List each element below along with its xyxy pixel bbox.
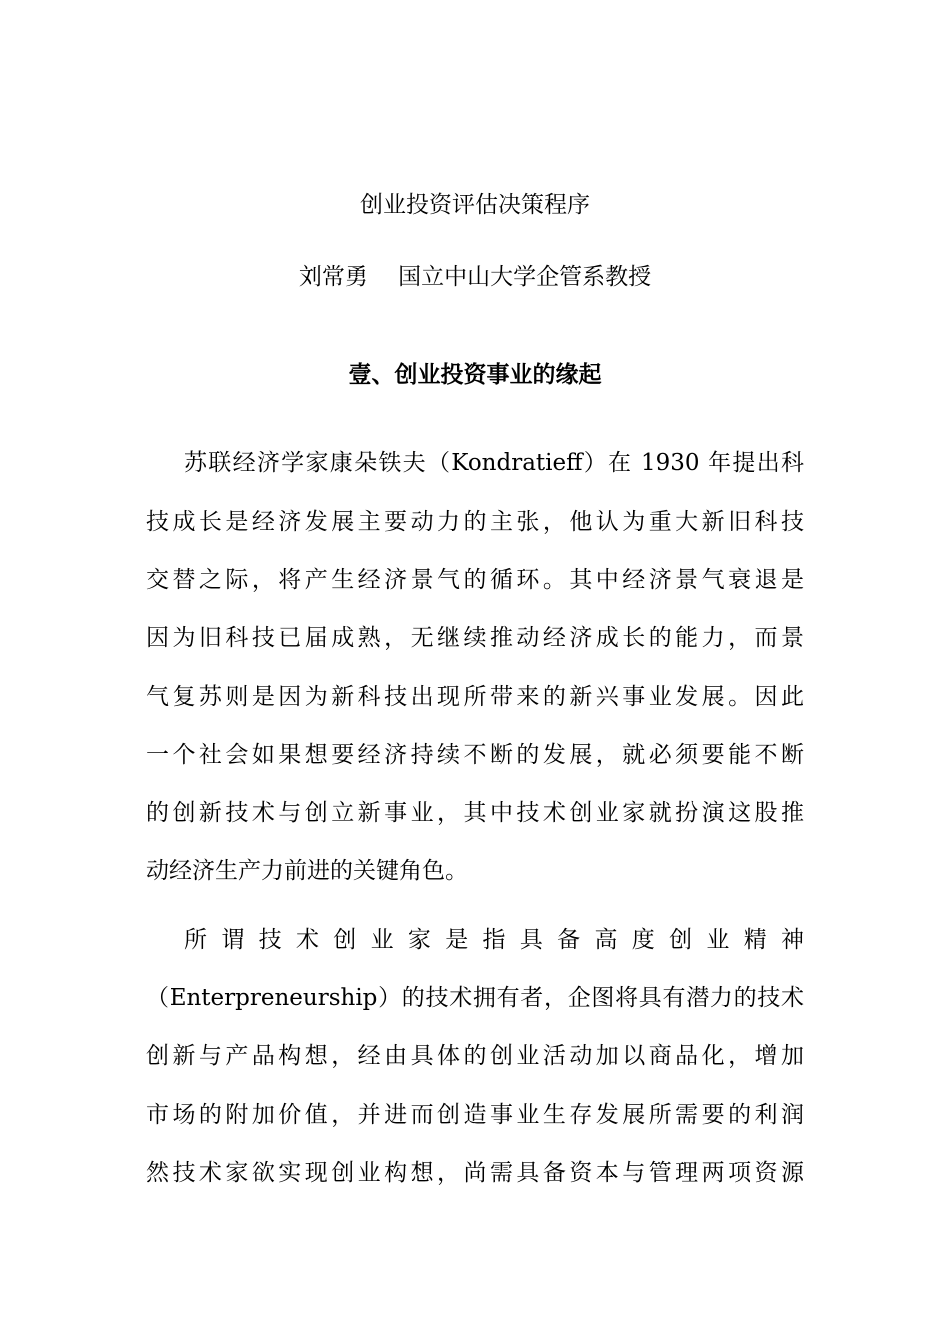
paragraph1-line: 的创新技术与创立新事业，其中技术创业家就扮演这股推 <box>146 800 804 826</box>
paragraph2-line: 创新与产品构想，经由具体的创业活动加以商品化，增加 <box>146 1043 804 1069</box>
document-title: 创业投资评估决策程序 <box>360 192 590 218</box>
paragraph1-line: 一个社会如果想要经济持续不断的发展，就必须要能不断 <box>146 742 804 768</box>
paragraph2-line: 市场的附加价值，并进而创造事业生存发展所需要的利润 <box>146 1102 804 1128</box>
paragraph1-line: 技成长是经济发展主要动力的主张，他认为重大新旧科技 <box>146 509 804 535</box>
paragraph2-line: 然技术家欲实现创业构想，尚需具备资本与管理两项资源 <box>146 1160 804 1186</box>
paragraph1-line: 气复苏则是因为新科技出现所带来的新兴事业发展。因此 <box>146 684 804 710</box>
paragraph1-line: 因为旧科技已届成熟，无继续推动经济成长的能力，而景 <box>146 625 804 651</box>
paragraph1-line: 动经济生产力前进的关键角色。 <box>146 858 468 884</box>
paragraph1-line: 交替之际，将产生经济景气的循环。其中经济景气衰退是 <box>146 567 804 593</box>
paragraph1-line: 苏联经济学家康朵铁夫（Kondratieff）在 1930 年提出科 <box>184 450 804 476</box>
paragraph2-line: （Enterpreneurship）的技术拥有者，企图将具有潜力的技术 <box>146 985 804 1011</box>
paragraph2-line: 所谓技术创业家是指具备高度创业精神 <box>184 927 804 953</box>
section-heading: 壹、创业投资事业的缘起 <box>348 361 602 388</box>
author-line: 刘常勇 国立中山大学企管系教授 <box>298 264 652 290</box>
